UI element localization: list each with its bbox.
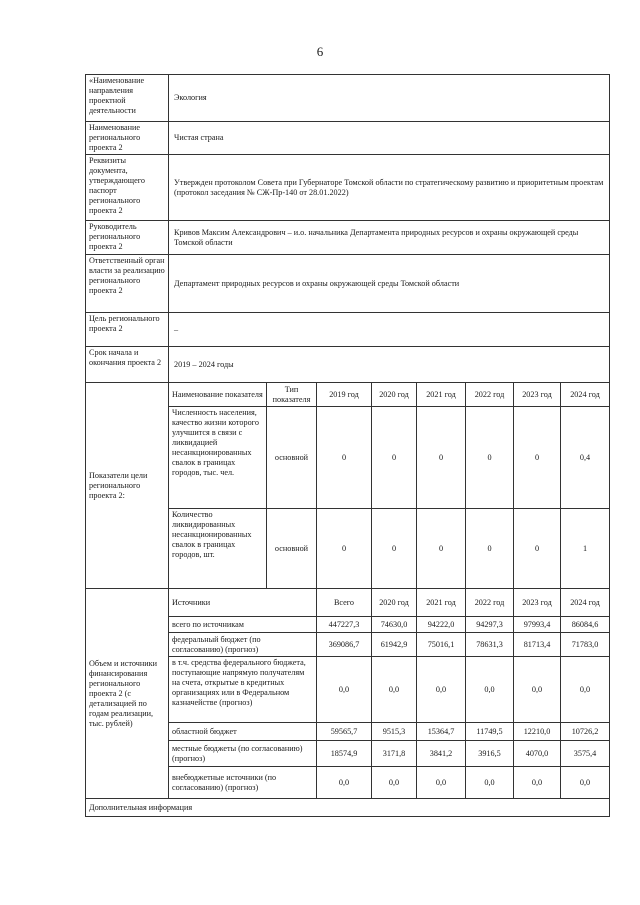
finance-value: 0,0 — [417, 657, 466, 723]
indicators-header-2023: 2023 год — [514, 383, 561, 407]
value-head: Кривов Максим Александрович – и.о. начальника Департамента природных ресурсов и охраны окружающей среды Томской области — [169, 221, 610, 255]
finance-value: 59565,7 — [317, 723, 372, 741]
finance-value: 4070,0 — [514, 741, 561, 767]
finance-value: 3575,4 — [561, 741, 610, 767]
value-requisites: Утвержден протоколом Совета при Губернаторе Томской области по стратегическому развитию и приоритетным проектам (протокол заседания № СЖ-Пр-140 от 28.01.2022) — [169, 155, 610, 221]
label-direction: «Наименование направления проектной деятельности — [86, 75, 169, 122]
finance-value: 3171,8 — [372, 741, 417, 767]
finance-value: 0,0 — [372, 657, 417, 723]
indicator-value: 0 — [317, 407, 372, 509]
indicator-name: Количество ликвидированных несанкционированных свалок в границах городов, шт. — [169, 509, 267, 589]
finance-value: 75016,1 — [417, 633, 466, 657]
row-goal — [86, 313, 610, 347]
label-goal: Цель регионального проекта 2 — [86, 313, 169, 347]
label-head: Руководитель регионального проекта 2 — [86, 221, 169, 255]
finance-value: 369086,7 — [317, 633, 372, 657]
finance-source: областной бюджет — [169, 723, 317, 741]
row-project-name — [86, 122, 610, 155]
finance-header-2021: 2021 год — [417, 589, 466, 617]
label-finance: Объем и источники финансирования регионального проекта 2 (с детализацией по годам реализации, тыс. рублей) — [86, 589, 169, 799]
finance-value: 3841,2 — [417, 741, 466, 767]
project-passport-table — [85, 74, 610, 817]
additional-info: Дополнительная информация — [86, 799, 610, 817]
finance-value: 0,0 — [561, 657, 610, 723]
indicator-value: 1 — [561, 509, 610, 589]
finance-value: 12210,0 — [514, 723, 561, 741]
indicators-header-2024: 2024 год — [561, 383, 610, 407]
indicators-header-row — [86, 383, 610, 407]
finance-value: 78631,3 — [466, 633, 514, 657]
indicators-header-2021: 2021 год — [417, 383, 466, 407]
indicator-value: 0 — [466, 509, 514, 589]
finance-source: всего по источникам — [169, 617, 317, 633]
finance-value: 9515,3 — [372, 723, 417, 741]
indicators-header-type: Тип показателя — [267, 383, 317, 407]
indicator-value: 0 — [514, 407, 561, 509]
label-period: Срок начала и окончания проекта 2 — [86, 347, 169, 383]
indicators-header-name: Наименование показателя — [169, 383, 267, 407]
finance-header-2020: 2020 год — [372, 589, 417, 617]
finance-header-2023: 2023 год — [514, 589, 561, 617]
label-project-name: Наименование регионального проекта 2 — [86, 122, 169, 155]
finance-value: 0,0 — [466, 767, 514, 799]
finance-header-row — [86, 589, 610, 617]
finance-source: в т.ч. средства федерального бюджета, поступающие напрямую получателям на счета, открытые в кредитных организациях или в Федеральном казначействе (прогноз) — [169, 657, 317, 723]
row-additional-info — [86, 799, 610, 817]
row-authority — [86, 255, 610, 313]
finance-value: 0,0 — [514, 657, 561, 723]
indicators-header-2020: 2020 год — [372, 383, 417, 407]
value-project-name: Чистая страна — [169, 122, 610, 155]
indicator-type: основной — [267, 407, 317, 509]
indicator-value: 0 — [514, 509, 561, 589]
finance-header-2022: 2022 год — [466, 589, 514, 617]
finance-value: 94222,0 — [417, 617, 466, 633]
finance-value: 0,0 — [561, 767, 610, 799]
finance-value: 11749,5 — [466, 723, 514, 741]
row-requisites — [86, 155, 610, 221]
label-indicators: Показатели цели регионального проекта 2: — [86, 383, 169, 589]
value-period: 2019 – 2024 годы — [169, 347, 610, 383]
indicator-value: 0 — [466, 407, 514, 509]
finance-header-total: Всего — [317, 589, 372, 617]
row-period — [86, 347, 610, 383]
finance-value: 94297,3 — [466, 617, 514, 633]
finance-value: 10726,2 — [561, 723, 610, 741]
finance-source: федеральный бюджет (по согласованию) (прогноз) — [169, 633, 317, 657]
finance-value: 61942,9 — [372, 633, 417, 657]
indicator-type: основной — [267, 509, 317, 589]
label-authority: Ответственный орган власти за реализацию регионального проекта 2 — [86, 255, 169, 313]
finance-value: 0,0 — [514, 767, 561, 799]
finance-source: внебюджетные источники (по согласованию) (прогноз) — [169, 767, 317, 799]
indicator-value: 0,4 — [561, 407, 610, 509]
finance-header-sources: Источники — [169, 589, 317, 617]
indicators-header-2022: 2022 год — [466, 383, 514, 407]
finance-value: 15364,7 — [417, 723, 466, 741]
finance-value: 0,0 — [317, 657, 372, 723]
value-authority: Департамент природных ресурсов и охраны окружающей среды Томской области — [169, 255, 610, 313]
finance-value: 0,0 — [417, 767, 466, 799]
finance-value: 97993,4 — [514, 617, 561, 633]
finance-value: 0,0 — [372, 767, 417, 799]
value-goal: – — [169, 313, 610, 347]
indicator-value: 0 — [417, 407, 466, 509]
finance-value: 74630,0 — [372, 617, 417, 633]
indicator-value: 0 — [317, 509, 372, 589]
finance-value: 86084,6 — [561, 617, 610, 633]
indicator-value: 0 — [417, 509, 466, 589]
label-requisites: Реквизиты документа, утверждающего паспорт регионального проекта 2 — [86, 155, 169, 221]
finance-source: местные бюджеты (по согласованию) (прогноз) — [169, 741, 317, 767]
finance-value: 447227,3 — [317, 617, 372, 633]
indicator-value: 0 — [372, 509, 417, 589]
page-number: 6 — [316, 44, 324, 59]
value-direction: Экология — [169, 75, 610, 122]
finance-value: 71783,0 — [561, 633, 610, 657]
finance-value: 18574,9 — [317, 741, 372, 767]
finance-header-2024: 2024 год — [561, 589, 610, 617]
finance-value: 3916,5 — [466, 741, 514, 767]
finance-value: 0,0 — [466, 657, 514, 723]
finance-value: 81713,4 — [514, 633, 561, 657]
row-head — [86, 221, 610, 255]
row-direction — [86, 75, 610, 122]
indicators-header-2019: 2019 год — [317, 383, 372, 407]
indicator-value: 0 — [372, 407, 417, 509]
finance-value: 0,0 — [317, 767, 372, 799]
indicator-name: Численность населения, качество жизни которого улучшится в связи с ликвидацией несанкционированных свалок в границах городов, тыс. чел. — [169, 407, 267, 509]
